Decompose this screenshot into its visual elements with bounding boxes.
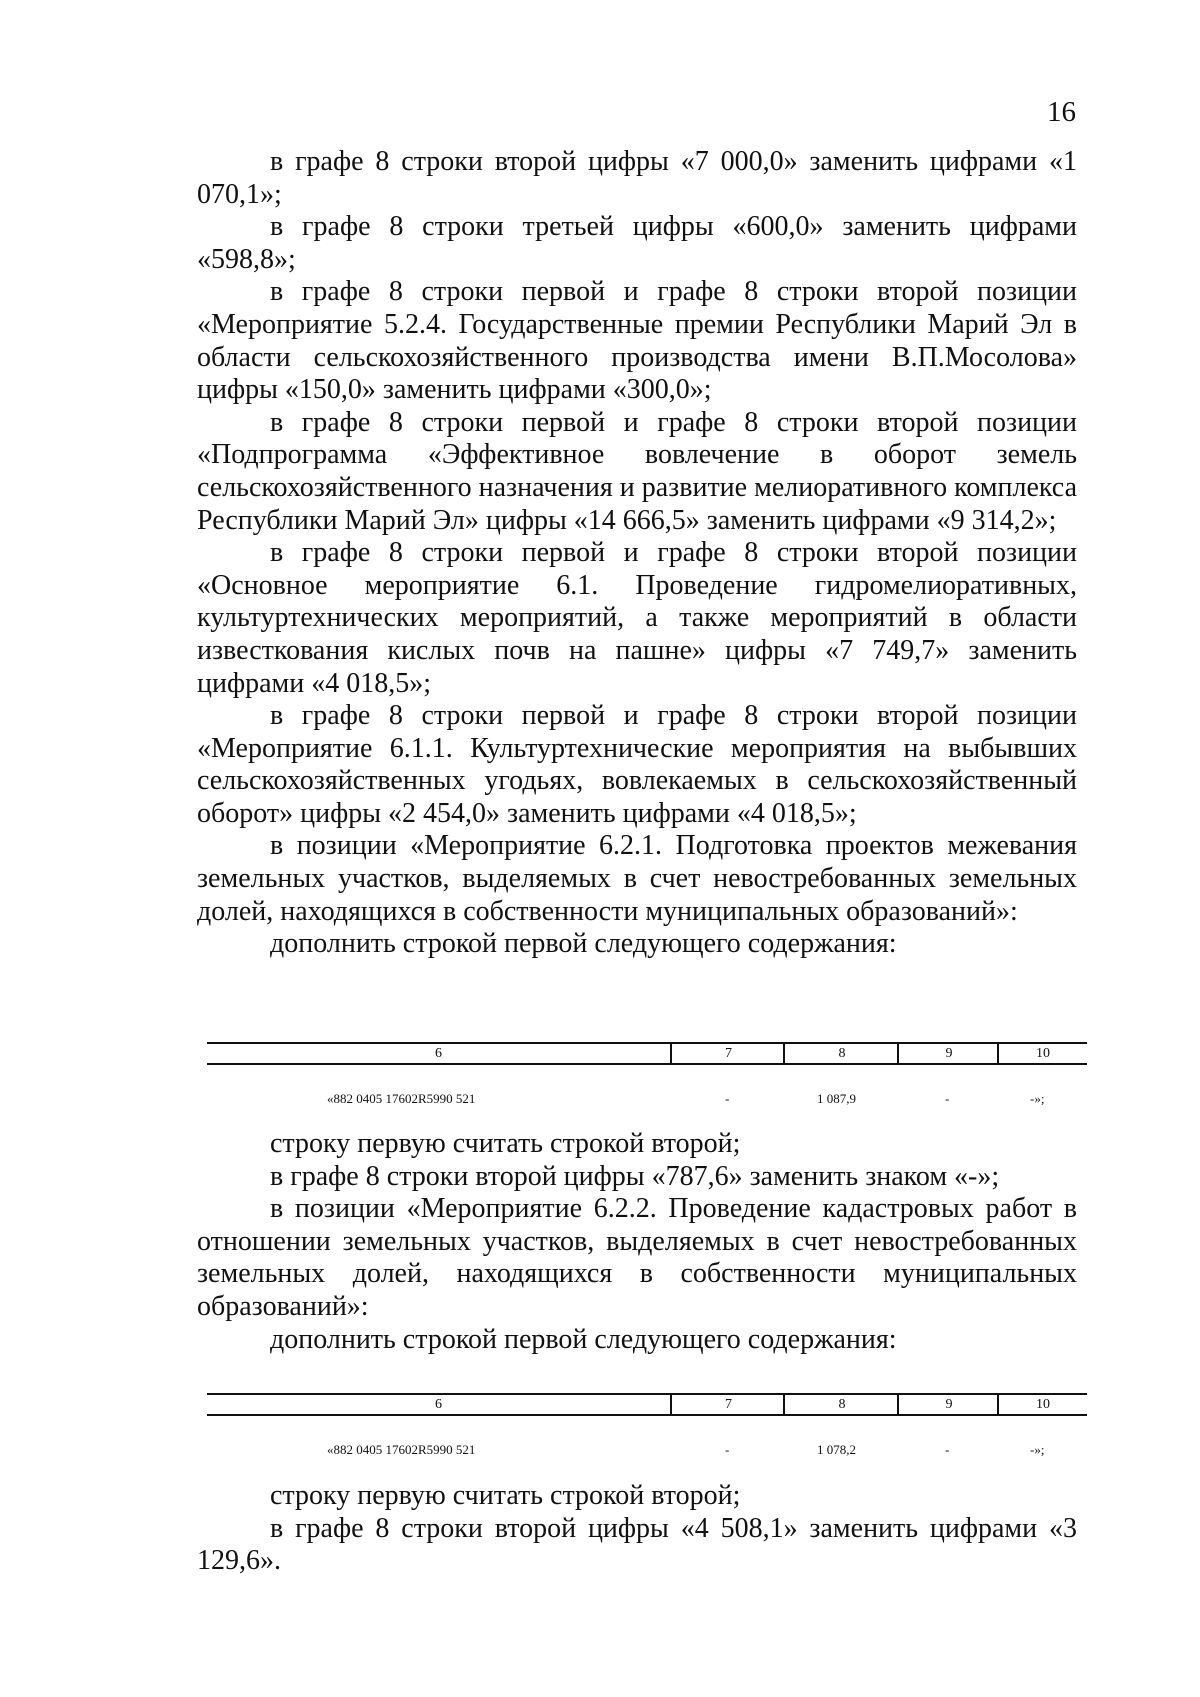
paragraph: в графе 8 строки первой и графе 8 строки второй позиции «Основное мероприятие 6.1. Проведение гидромелиоративных, культуртехнических мероприятий, а также мероприятий в области известкования кислых почв на пашне» цифры «7 749,7» заменить цифрами «4 018,5»;: [197, 537, 1077, 699]
paragraph: в позиции «Мероприятие 6.2.2. Проведение кадастровых работ в отношении земельных участков, выделяемых в счет невостребованных земельных долей, находящихся в собственности муниципальных образований»:: [197, 1193, 1077, 1322]
table-header-col-8: 8: [783, 1044, 899, 1063]
paragraph: в графе 8 строки первой и графе 8 строки второй позиции «Мероприятие 5.2.4. Государственные премии Республики Марий Эл в области сельскохозяйственного производства имени В.П.Мосолова» цифры «150,0» заменить цифрами «300,0»;: [197, 276, 1077, 406]
text-block-c: [197, 1480, 1077, 1578]
table-header-col-9: 9: [897, 1395, 999, 1414]
table-header-col-6: 6: [435, 1046, 442, 1061]
table-cell-col-9: -: [945, 1442, 950, 1457]
paragraph: дополнить строкой первой следующего содержания:: [270, 928, 897, 960]
amendment-table-2: [207, 1393, 1087, 1463]
table-header-col-7: 7: [670, 1395, 785, 1414]
paragraph: дополнить строкой первой следующего содержания:: [270, 1323, 897, 1355]
table-header-col-10: 10: [997, 1044, 1087, 1063]
table-header-col-9: 9: [897, 1044, 999, 1063]
table-rule-bottom: [207, 1063, 1087, 1065]
table-cell-col-8: 1 087,9: [817, 1091, 856, 1106]
table-header-col-7: 7: [670, 1044, 785, 1063]
paragraph: в позиции «Мероприятие 6.2.1. Подготовка проектов межевания земельных участков, выделяемых в счет невостребованных земельных долей, находящихся в собственности муниципальных образований»:: [197, 830, 1077, 927]
paragraph: в графе 8 строки первой и графе 8 строки второй позиции «Подпрограмма «Эффективное вовлечение в оборот земель сельскохозяйственного назначения и развитие мелиоративного комплекса Республики Марий Эл» цифры «14 666,5» заменить цифрами «9 314,2»;: [197, 406, 1077, 536]
paragraph: в графе 8 строки второй цифры «4 508,1» заменить цифрами «3 129,6».: [197, 1512, 1077, 1577]
paragraph: в графе 8 строки первой и графе 8 строки второй позиции «Мероприятие 6.1.1. Культуртехнические мероприятия на выбывших сельскохозяйственных угодьях, вовлекаемых в сельскохозяйственный оборот» цифры «2 454,0» заменить цифрами «4 018,5»;: [197, 700, 1077, 829]
table-cell-col-7: -: [725, 1091, 730, 1106]
paragraph: в графе 8 строки второй цифры «7 000,0» заменить цифрами «1 070,1»;: [197, 146, 1077, 210]
table-header-col-8: 8: [783, 1395, 899, 1414]
table-cell-code: «882 0405 17602R5990 521: [327, 1091, 476, 1106]
table-cell-code: «882 0405 17602R5990 521: [327, 1442, 476, 1457]
table-rule-bottom: [207, 1414, 1087, 1416]
paragraph: строку первую считать строкой второй;: [270, 1128, 741, 1159]
table-header-col-10: 10: [997, 1395, 1087, 1414]
paragraph: в графе 8 строки третьей цифры «600,0» заменить цифрами «598,8»;: [197, 211, 1077, 275]
paragraph: строку первую считать строкой второй;: [270, 1480, 741, 1511]
table-cell-col-10: -»;: [1030, 1091, 1045, 1106]
table-cell-col-8: 1 078,2: [817, 1442, 856, 1457]
table-cell-col-7: -: [725, 1442, 730, 1457]
page-number: 16: [1047, 96, 1076, 128]
text-block-a: [197, 146, 1077, 961]
table-cell-col-10: -»;: [1030, 1442, 1045, 1457]
amendment-table-1: [207, 1042, 1087, 1112]
text-block-b: [197, 1128, 1077, 1356]
paragraph: в графе 8 строки второй цифры «787,6» заменить знаком «-»;: [270, 1160, 1000, 1192]
table-cell-col-9: -: [945, 1091, 950, 1106]
table-header-col-6: 6: [435, 1397, 442, 1412]
